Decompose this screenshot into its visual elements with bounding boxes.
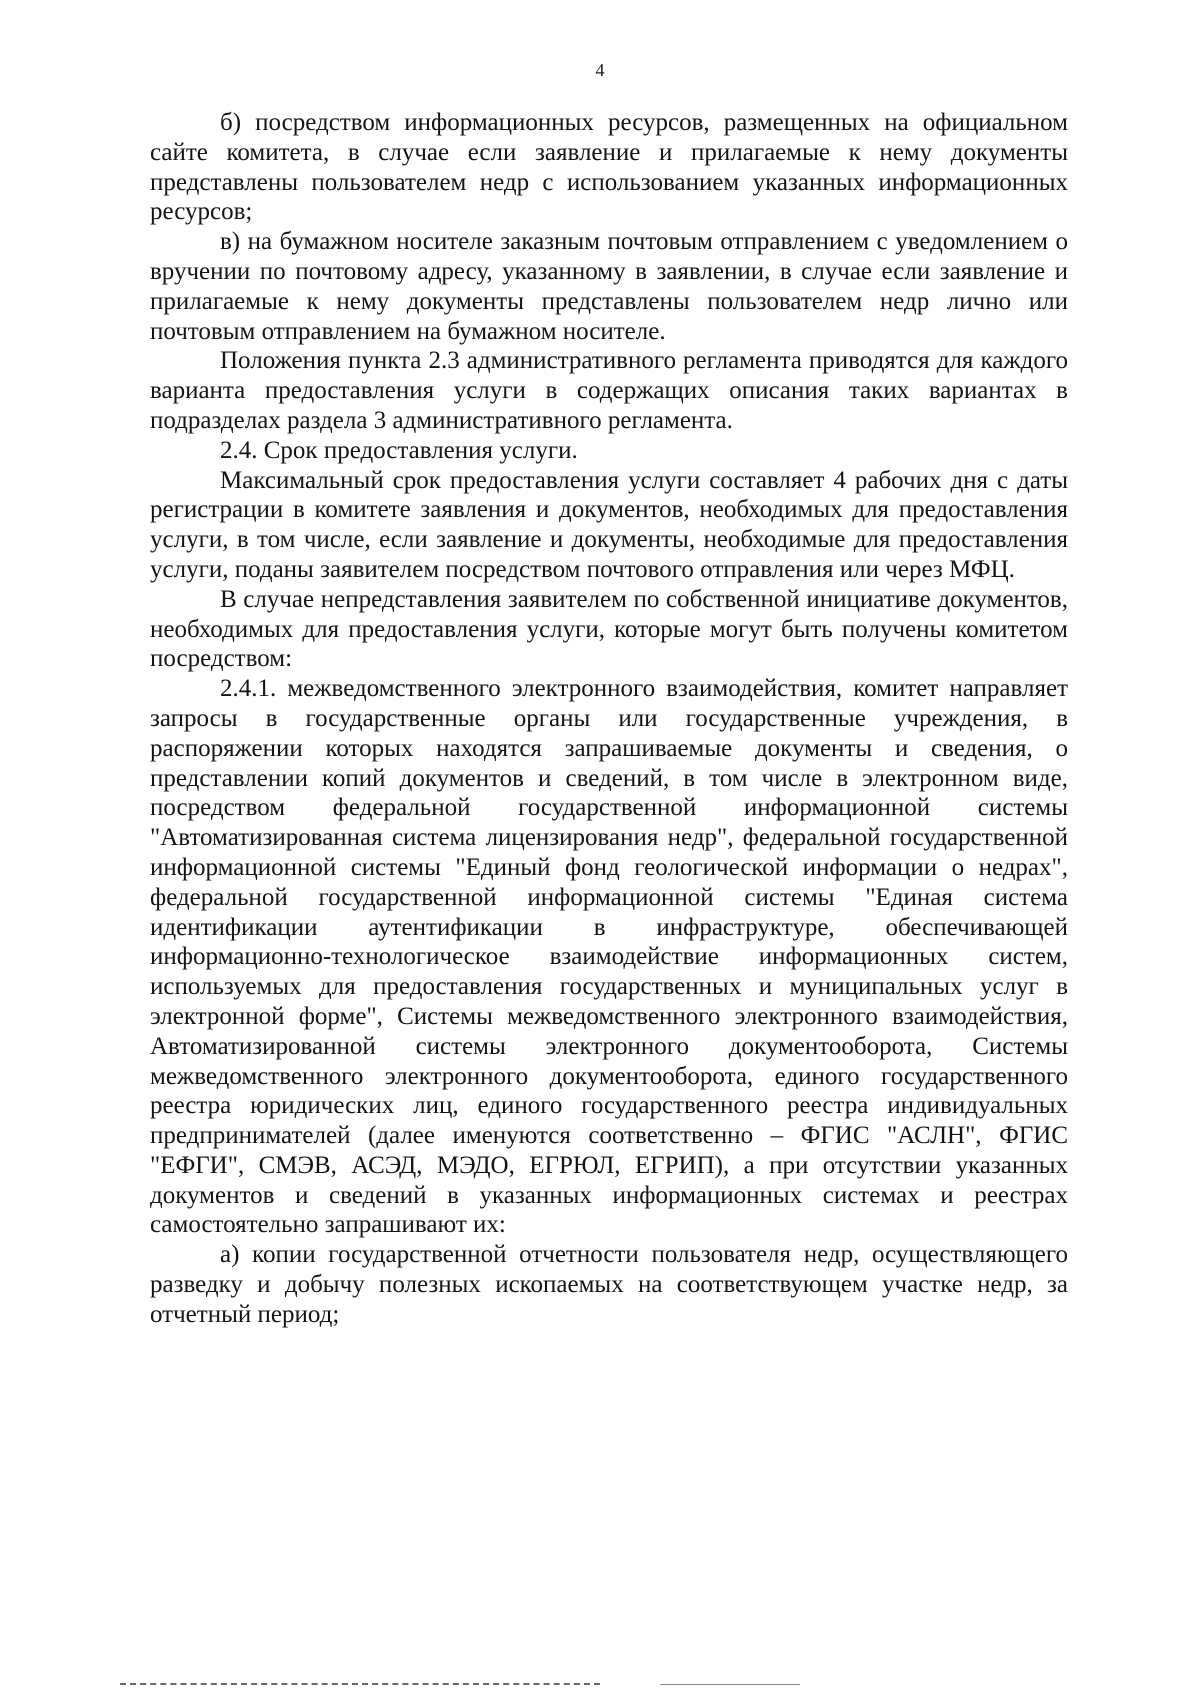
paragraph-b-information-resources: б) посредством информационных ресурсов, размещенных на официальном сайте комитета, в случае если заявление и прилагаемые к нему документы представлены пользователем недр с использованием указанных информационных ресурсов; — [150, 109, 1068, 226]
document-body — [150, 108, 1068, 1330]
page-number: 4 — [595, 60, 605, 80]
paragraph-non-submission: В случае непредставления заявителем по собственной инициативе документов, необходимых для предоставления услуги, которые могут быть получены комитетом посредством: — [150, 585, 1068, 673]
bottom-divider-line — [120, 1683, 600, 1685]
section-heading-2-4: 2.4. Срок предоставления услуги. — [220, 436, 578, 464]
paragraph-a-state-reporting: а) копии государственной отчетности пользователя недр, осуществляющего разведку и добычу полезных ископаемых на соответствующем участке недр, за отчетный период; — [150, 1241, 1068, 1328]
paragraph-2-4-1-interagency: 2.4.1. межведомственного электронного взаимодействия, комитет направляет запросы в государственные органы или государственные учреждения, в распоряжении которых находятся запрашиваемые документы и сведения, о представлении копий документов и сведений, в том числе в электронном виде, посредством федеральной государственной информационной системы "Автоматизированная система лицензирования недр", федеральной государственной информационной системы "Единый фонд геологической информации о недрах", федеральной государственной информационной системы "Единая система идентификации аутентификации в инфраструктуре, обеспечивающей информационно-технологическое взаимодействие информационных систем, используемых для предоставления государственных и муниципальных услуг в электронной форме", Системы межведомственного электронного взаимодействия, Автоматизированной системы электронного документооборота, Системы межведомственного электронного документооборота, единого государственного реестра юридических лиц, единого государственного реестра индивидуальных предпринимателей (далее именуются соответственно – ФГИС "АСЛН", ФГИС "ЕФГИ", СМЭВ, АСЭД, МЭДО, ЕГРЮЛ, ЕГРИП), а при отсутствии указанных документов и сведений в указанных информационных системах и реестрах самостоятельно запрашивают их: — [150, 675, 1068, 1239]
bottom-divider-line-short — [660, 1684, 800, 1685]
paragraph-provisions-2-3: Положения пункта 2.3 административного регламента приводятся для каждого варианта предоставления услуги в содержащих описания таких вариантах в подразделах раздела 3 административного регламента. — [150, 347, 1068, 434]
paragraph-maximum-term: Максимальный срок предоставления услуги составляет 4 рабочих дня с даты регистрации в комитете заявления и документов, необходимых для предоставления услуги, в том числе, если заявление и документы, необходимые для предоставления услуги, поданы заявителем посредством почтового отправления или через МФЦ. — [150, 466, 1068, 583]
paragraph-v-paper-mail: в) на бумажном носителе заказным почтовым отправлением с уведомлением о вручении по почтовому адресу, указанному в заявлении, в случае если заявление и прилагаемые к нему документы представлены пользователем недр лично или почтовым отправлением на бумажном носителе. — [150, 228, 1068, 345]
